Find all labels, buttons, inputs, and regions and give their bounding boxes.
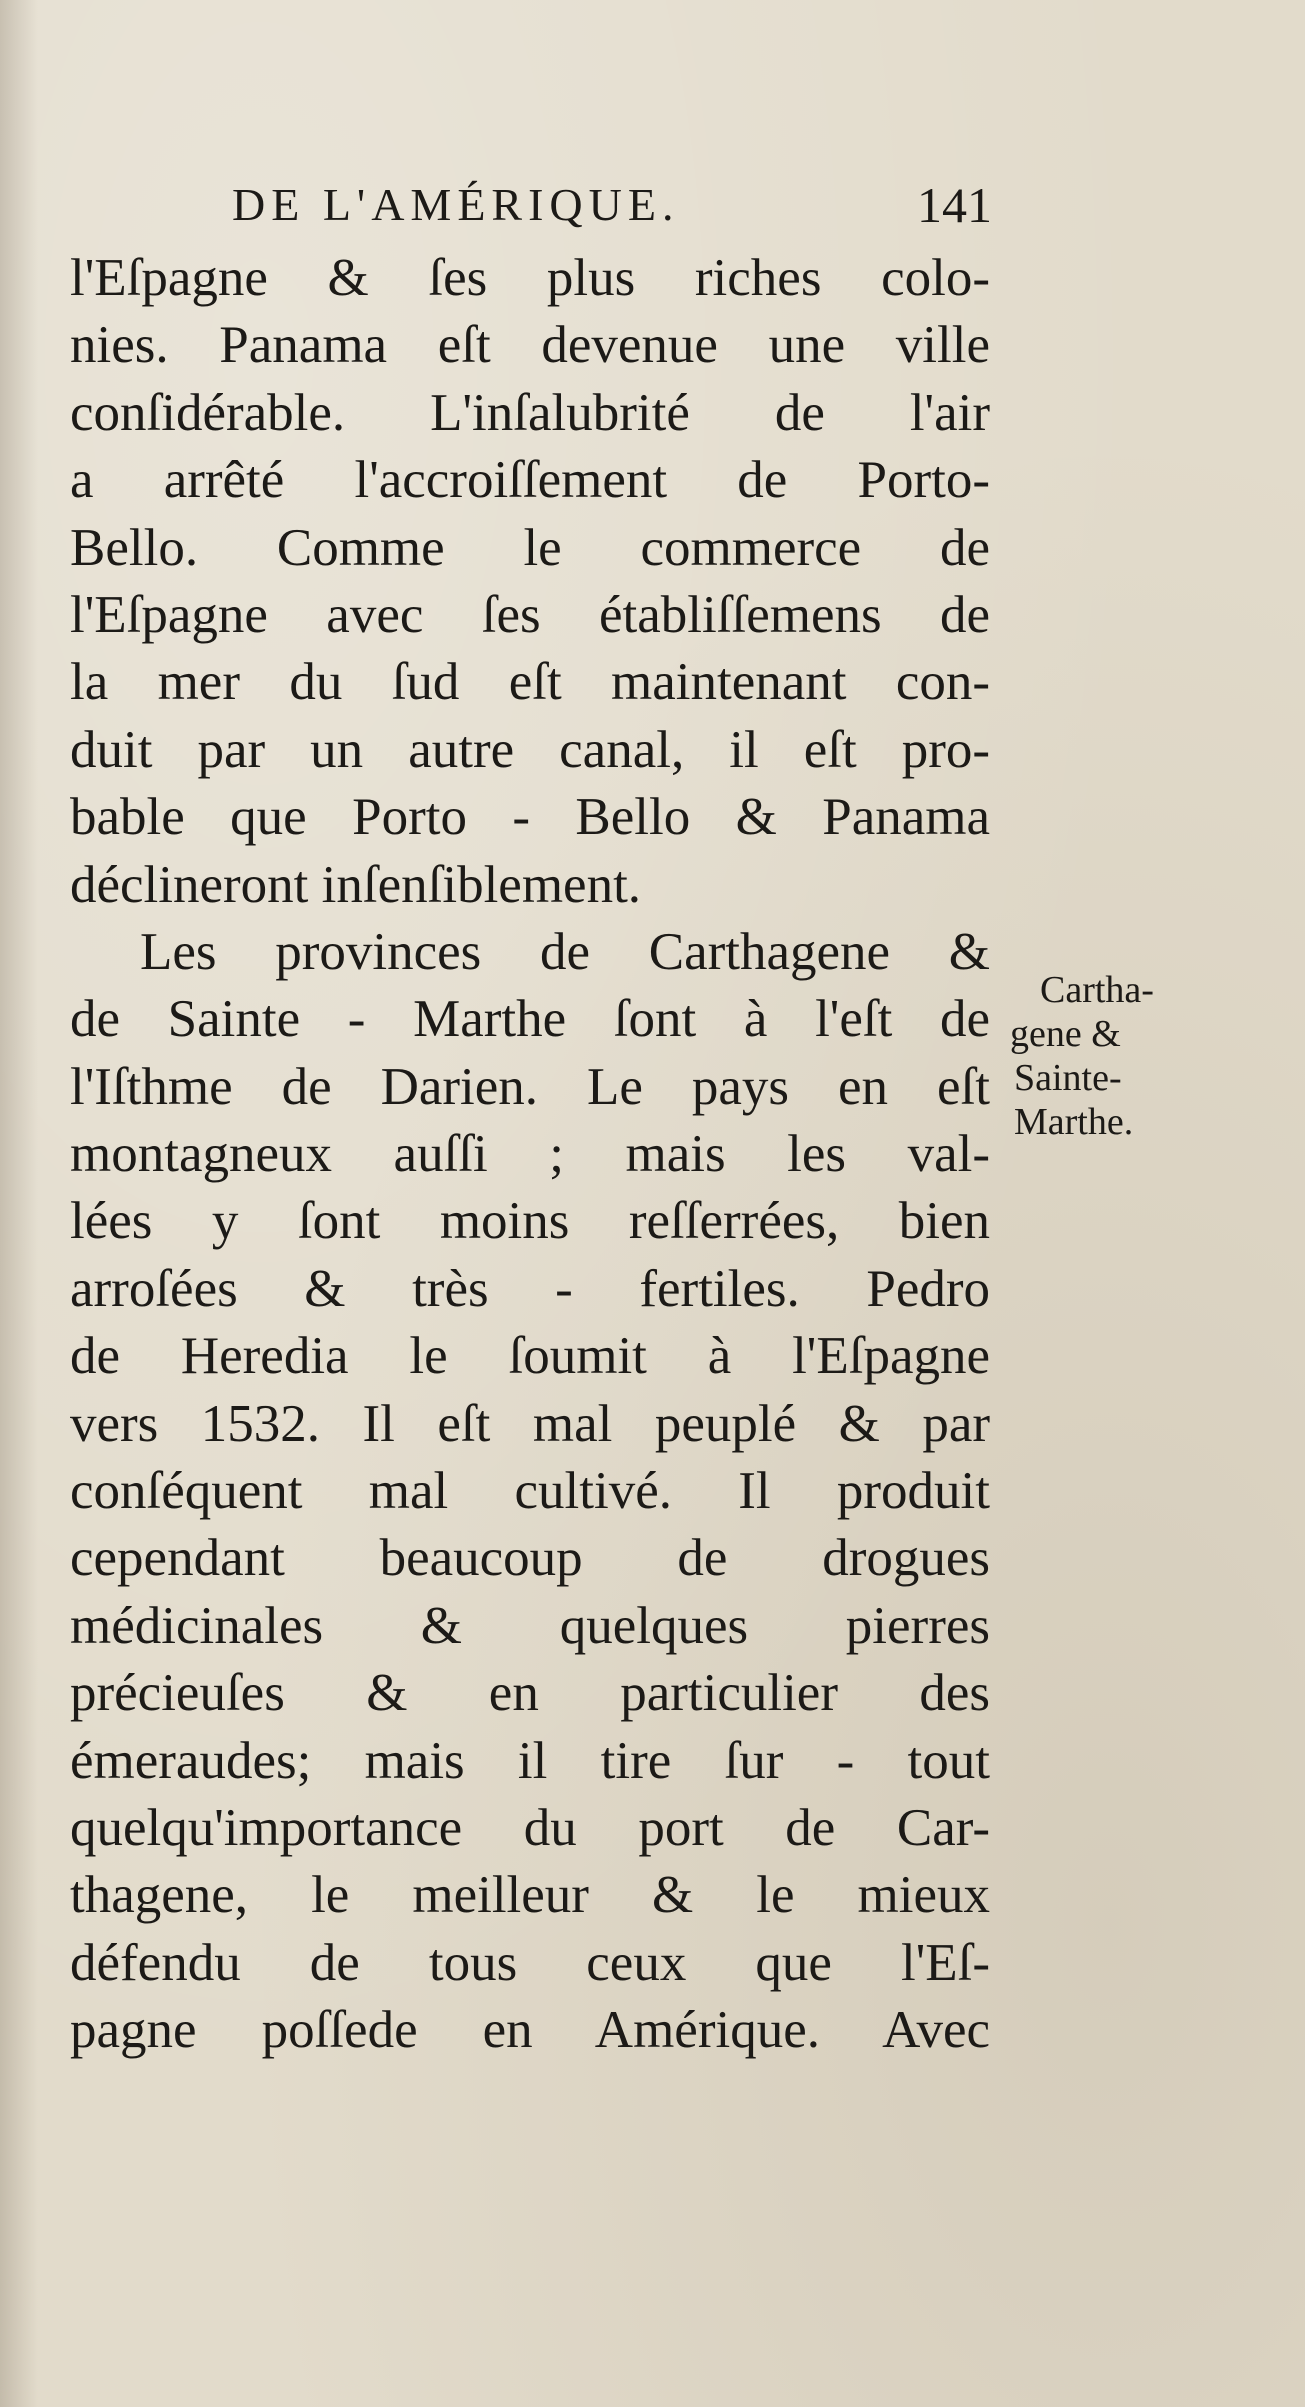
text-line: conſéquent mal cultivé. Il produit [70, 1462, 990, 1521]
text-line: duit par un autre canal, il eſt pro- [70, 720, 990, 779]
text-line: déclineront inſenſiblement. [70, 855, 642, 914]
text-line: nies. Panama eſt devenue une ville [70, 316, 990, 375]
text-line: cependant beaucoup de drogues [70, 1529, 990, 1588]
running-head: DE L'AMÉRIQUE. [232, 179, 680, 230]
text-line: lées y ſont moins reſſerrées, bien [70, 1192, 990, 1251]
text-line: bable que Porto - Bello & Panama [70, 788, 990, 847]
text-line: a arrêté l'accroiſſement de Porto- [70, 451, 990, 510]
margin-note-line: Cartha- [1040, 969, 1154, 1011]
text-line: la mer du ſud eſt maintenant con- [70, 653, 990, 712]
page-number: 141 [917, 177, 992, 233]
text-line: Bello. Comme le commerce de [70, 518, 990, 577]
text-line: l'Eſpagne avec ſes établiſſemens de [70, 585, 990, 644]
body-text [70, 245, 990, 2065]
text-line: vers 1532. Il eſt mal peuplé & par [70, 1394, 990, 1453]
text-line: pagne poſſede en Amérique. Avec [70, 2001, 990, 2060]
text-line: montagneux auſſi ; mais les val- [70, 1125, 990, 1184]
text-line: conſidérable. L'inſalubrité de l'air [70, 383, 990, 442]
text-line: défendu de tous ceux que l'Eſ- [70, 1933, 990, 1992]
page-gutter-shadow [0, 0, 38, 2407]
text-line: l'Iſthme de Darien. Le pays en eſt [70, 1057, 990, 1116]
text-line: émeraudes; mais il tire ſur - tout [70, 1731, 990, 1790]
margin-note-line: Sainte- [1014, 1057, 1122, 1099]
text-line: médicinales & quelques pierres [70, 1596, 990, 1655]
text-line: thagene, le meilleur & le mieux [70, 1866, 990, 1925]
page-header [232, 170, 992, 240]
text-line: arroſées & très - fertiles. Pedro [70, 1259, 990, 1318]
text-line: de Sainte - Marthe ſont à l'eſt de [70, 990, 990, 1049]
margin-note-line: gene & [1010, 1013, 1121, 1055]
paragraph-start-line: Les provinces de Carthagene & [140, 922, 990, 981]
text-line: précieuſes & en particulier des [70, 1664, 990, 1723]
text-line: quelqu'importance du port de Car- [70, 1798, 990, 1857]
text-line: de Heredia le ſoumit à l'Eſpagne [70, 1327, 990, 1386]
margin-note-line: Marthe. [1014, 1101, 1134, 1143]
text-line: l'Eſpagne & ſes plus riches colo- [70, 249, 990, 307]
margin-note [1010, 968, 1220, 1144]
